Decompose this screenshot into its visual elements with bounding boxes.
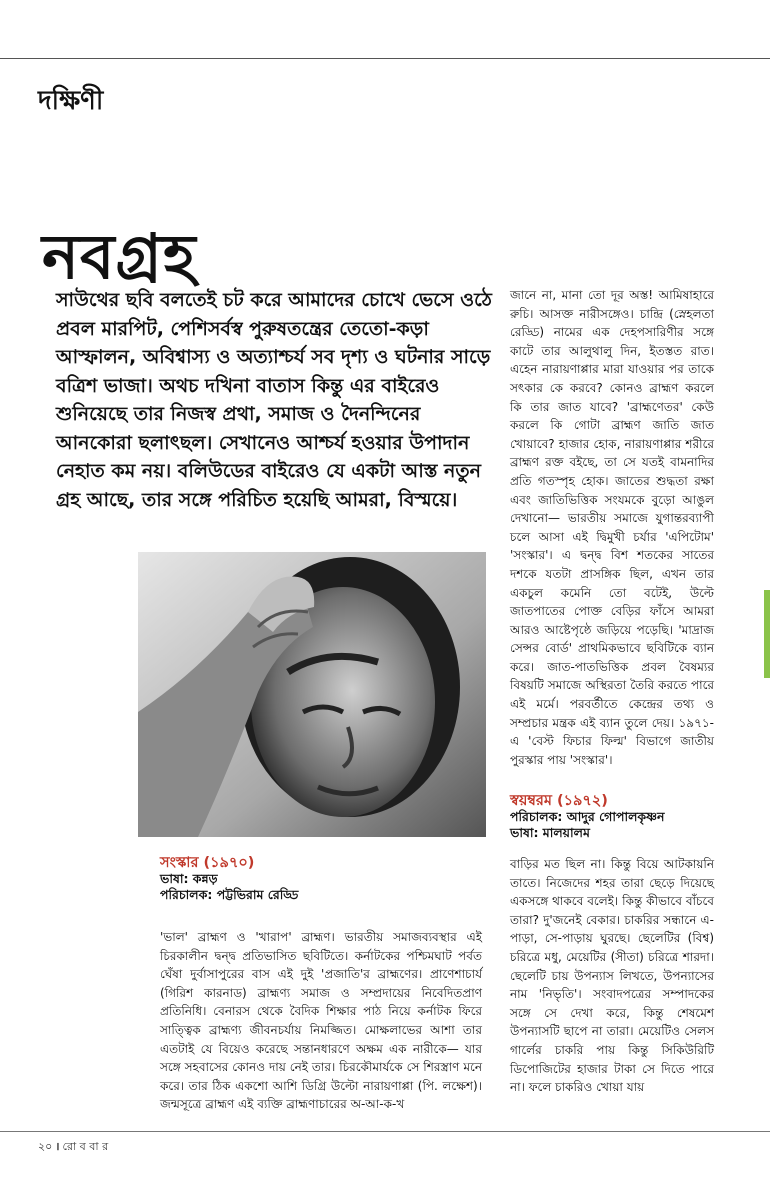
caption-swayamvaram-director: পরিচালক: আদুর গোপালকৃষ্ণন <box>510 809 665 824</box>
lead-paragraph: সাউথের ছবি বলতেই চট করে আমাদের চোখে ভেসে ওঠে প্রবল মারপিট, পেশিসর্বস্ব পুরুষতন্ত্রের তেতো-কড়া আস্ফালন, অবিশ্বাস্য ও অত্যাশ্চর্য সব দৃশ্য ও ঘটনার সাড়ে বত্রিশ ভাজা। অথচ দখিনা বাতাস কিন্তু এর বাইরেও শুনিয়েছে তার নিজস্ব প্রথা, সমাজ ও দৈনন্দিনের আনকোরা ছলাৎছল। সেখানেও আশ্চর্য হওয়ার উপাদান নেহাত কম নয়। বলিউডের বাইরেও যে একটা আস্ত নতুন গ্রহ আছে, তার সঙ্গে পরিচিত হয়েছি আমরা, বিস্ময়ে। <box>56 289 492 511</box>
page-footer <box>38 1138 108 1157</box>
magazine-name: রো ব বা র <box>62 1140 109 1153</box>
right-column-paragraph: জানে না, মানা তো দূর অস্ত! আমিষাহারে রুচি। আসক্ত নারীসঙ্গেও। চান্দ্রি (স্নেহলতা রেড্ডি) নামের এক দেহপসারিণীর সঙ্গে কাটে তার আলুথালু দিন, ইতস্তত রাত। এহেন নারায়ণাপ্পার মারা যাওয়ার পর তাকে সৎকার কে করবে? কোনও ব্রাহ্মণ করলে কি তার জাত যাবে? 'ব্রাহ্মণেতর' কেউ করলে কি গোটা ব্রাহ্মণ জাতি জাত খোয়াবে? হাজার হোক, নারায়ণাপ্পার শরীরে ব্রাহ্মণ রক্ত বইছে, তা সে যতই বামনাদির প্রতি গতস্পৃহ হোক। জাতের শুদ্ধতা রক্ষা এবং জাতিভিত্তিক সংযমকে বুড়ো আঙুল দেখানো— ভারতীয় সমাজে যুগান্তরব্যাপী চলে আসা এই দ্বিমুখী চর্যার 'এপিটোম' 'সংস্কার'। এ দ্বন্দ্ব বিশ শতকের সাতের দশকে যতটা প্রাসঙ্গিক ছিল, এখন তার একচুল কমেনি তো বটেই, উল্টে জাতপাতের পোক্ত বেড়ির ফাঁসে আমরা আরও আষ্টেপৃষ্ঠে জড়িয়ে পড়েছি। 'মাদ্রাজ সেন্সর বোর্ড' প্রাথমিকভাবে ছবিটিকে ব্যান করে। জাত-পাতভিত্তিক প্রবল বৈষম্যর বিষয়টি সমাজে অস্থিরতা তৈরি করতে পারে এই মর্মে। পরবর্তীতে কেন্দ্রের তথ্য ও সম্প্রচার মন্ত্রক এই ব্যান তুলে দেয়। ১৯৭১-এ 'বেস্ট ফিচার ফিল্ম' বিভাগে জাতীয় পুরস্কার পায় 'সংস্কার'। <box>510 288 714 767</box>
top-rule <box>0 58 770 59</box>
caption-samskara <box>160 855 460 903</box>
film-still-illustration <box>138 552 486 837</box>
footer-divider: । <box>55 1140 60 1153</box>
bottom-left-paragraph: 'ভাল' ব্রাহ্মণ ও 'খারাপ' ব্রাহ্মণ। ভারতীয় সমাজব্যবস্থার এই চিরকালীন দ্বন্দ্ব প্রতিভাসিত ছবিটিতে। কর্নাটকের পশ্চিমঘাট পর্বত ঘেঁষা দুর্বাসাপুরের বাস এই দুই 'প্রজাতি'র ব্রাহ্মণের। প্রাণেশাচার্য (গিরিশ কারনাড) ব্রাহ্মণ্য সমাজ ও সম্প্রদায়ের নিবেদিতপ্রাণ প্রতিনিধি। বেনারস থেকে বৈদিক শিক্ষার পাঠ নিয়ে কর্নাটক ফিরে সাত্ত্বিক ব্রাহ্মণ্য জীবনচর্যায় নিমজ্জিত। মোক্ষলাভের আশা তার এতটাই যে বিয়েও করেছে সন্তানধারণে অক্ষম এক নারীকে— যার সঙ্গে সহবাসের কোনও দায় নেই তার। চিরকৌমার্যকে সে শিরস্ত্রাণ মনে করে। তার ঠিক একশো আশি ডিগ্রি উল্টো নারায়ণাপ্পা (পি. লক্ষেশ)। জন্মসূত্রে ব্রাহ্মণ এই ব্যক্তি ব্রাহ্মণাচারের অ-আ-ক-খ <box>160 930 482 1112</box>
bottom-right-paragraph: বাড়ির মত ছিল না। কিন্তু বিয়ে আটকায়নি তাতে। নিজেদের শহর তারা ছেড়ে দিয়েছে একসঙ্গে থাকবে বলেই। কিন্তু কীভাবে বাঁচবে তারা? দু'জনেই বেকার। চাকরির সন্ধানে এ-পাড়া, সে-পাড়ায় ঘুরছে। ছেলেটির (বিশ্ব) চরিত্রে মধু, মেয়েটির (সীতা) চরিত্রে শারদা। ছেলেটি চায় উপন্যাস লিখতে, উপন্যাসের নাম 'নিভৃতি'। সংবাদপত্রের সম্পাদকের সঙ্গে সে দেখা করে, কিন্তু শেষমেশ উপন্যাসটি ছাপে না তারা। মেয়েটিও সেলস গার্লের চাকরি পায় কিন্তু সিকিউরিটি ডিপোজিটের হাজার টাকা সে দিতে পারে না। ফলে চাকরিও খোয়া যায় <box>510 857 714 1095</box>
decorative-strip <box>764 590 770 678</box>
page-number: ২০ <box>38 1140 53 1153</box>
caption-swayamvaram <box>510 793 740 841</box>
section-title: দক্ষিণী <box>38 86 104 116</box>
bottom-right-column-text <box>510 855 714 1097</box>
caption-samskara-language: ভাষা: কন্নড় <box>160 871 218 886</box>
headline: নবগ্রহ <box>42 220 197 293</box>
right-column-text <box>510 286 714 769</box>
caption-swayamvaram-title: স্বয়ম্বরম (১৯৭২) <box>510 793 608 809</box>
footer-rule <box>0 1131 770 1132</box>
bottom-left-column-text <box>160 928 482 1114</box>
caption-swayamvaram-language: ভাষা: মালয়ালম <box>510 825 590 840</box>
caption-samskara-title: সংস্কার (১৯৭০) <box>160 855 255 871</box>
caption-samskara-director: পরিচালক: পট্টভিরাম রেড্ডি <box>160 887 299 902</box>
film-still-photo <box>138 552 486 837</box>
